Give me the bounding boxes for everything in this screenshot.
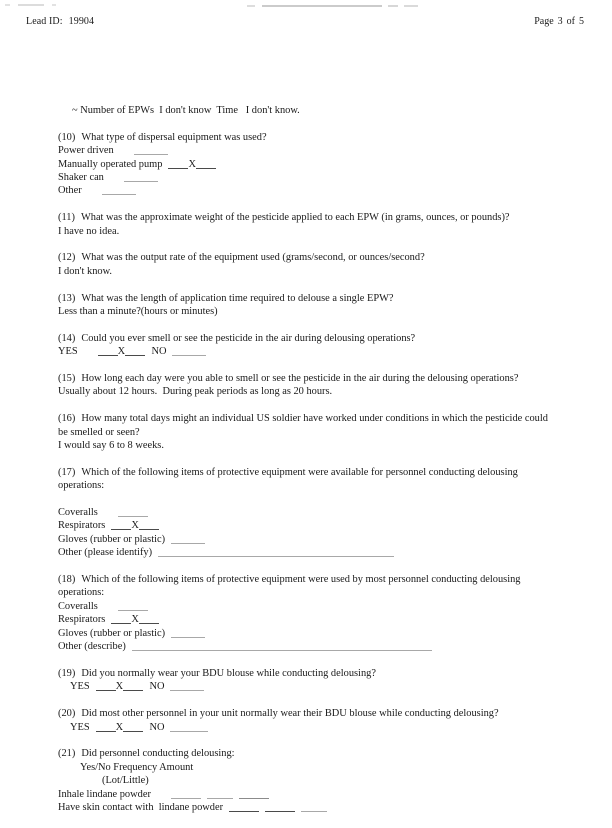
option-label: Other (please identify) <box>58 547 153 559</box>
lead-id <box>26 16 94 27</box>
question-block-11 <box>58 211 558 238</box>
question-prompt: Did you normally wear your BDU blouse while conducting delousing? <box>81 667 376 679</box>
page-of-word: of <box>566 16 575 27</box>
question-block-18 <box>58 573 558 653</box>
question-number: (18) <box>58 574 76 586</box>
option-label: Other (describe) <box>58 641 126 653</box>
option-blank[interactable] <box>118 507 148 517</box>
question-prompt: Which of the following items of protective equipment were used by most personnel conducting delousing operations: <box>58 574 521 599</box>
option-label: Other <box>58 185 82 197</box>
question-prompt: Which of the following items of protective equipment were available for personnel conducting delousing operations: <box>58 466 518 492</box>
question-answer-13: Less than a minute?(hours or minutes) <box>58 306 218 318</box>
option-row <box>58 506 558 519</box>
yes-blank[interactable] <box>123 722 143 732</box>
q21-row-label: Inhale lindane powder <box>58 788 151 800</box>
epw-count-line: ~ Number of EPWs I don't know Time I don't know. <box>72 105 300 116</box>
question-text-13 <box>58 292 558 305</box>
question-text-10 <box>58 131 558 144</box>
option-label: Manually operated pump <box>58 158 163 170</box>
intro-block <box>58 104 558 117</box>
question-text-18 <box>58 573 558 600</box>
question-prompt: How many total days might an individual US soldier have worked under conditions in which the pesticide could be smelled or seen? <box>58 413 548 438</box>
option-row <box>58 158 558 171</box>
question-block-14 <box>58 332 558 359</box>
option-blank[interactable] <box>111 614 131 624</box>
yes-blank[interactable] <box>96 722 116 732</box>
option-blank[interactable] <box>139 614 159 624</box>
yes-blank[interactable] <box>125 346 145 356</box>
lead-id-value: 19904 <box>68 16 95 27</box>
question-prompt: Did personnel conducting delousing: <box>81 748 235 760</box>
option-row <box>58 546 558 559</box>
option-row <box>58 519 558 532</box>
option-mark: X <box>131 614 140 626</box>
question-block-12 <box>58 251 558 278</box>
option-blank[interactable] <box>118 601 148 611</box>
question-prompt: What was the length of application time required to delouse a single EPW? <box>81 292 394 304</box>
question-number: (12) <box>58 252 76 264</box>
option-blank[interactable] <box>196 159 216 169</box>
option-blank[interactable] <box>139 520 159 530</box>
no-label: NO <box>149 721 165 733</box>
question-prompt: Could you ever smell or see the pesticide in the air during delousing operations? <box>81 332 416 344</box>
option-row <box>58 533 558 546</box>
yes-label: YES <box>70 681 90 693</box>
question-prompt: What was the output rate of the equipment used (grams/second, or ounces/second? <box>81 252 425 264</box>
option-label: Gloves (rubber or plastic) <box>58 627 166 639</box>
question-number: (10) <box>58 131 76 143</box>
question-number: (16) <box>58 413 76 425</box>
option-row <box>58 144 558 157</box>
question-answer-11: I have no idea. <box>58 225 120 237</box>
option-label: Shaker can <box>58 172 104 184</box>
option-blank[interactable] <box>134 145 168 155</box>
question-block-19 <box>58 667 558 694</box>
yes-no-row-14 <box>58 345 558 358</box>
question-number: (11) <box>58 212 75 224</box>
page-number <box>532 16 586 27</box>
option-label: Power driven <box>58 145 114 157</box>
question-text-11 <box>58 211 558 224</box>
yes-mark: X <box>117 346 126 358</box>
q21-frequency-blank[interactable] <box>265 802 295 812</box>
option-row <box>58 184 558 197</box>
question-number: (15) <box>58 373 76 385</box>
option-blank[interactable] <box>158 547 394 557</box>
yes-mark: X <box>115 721 124 733</box>
scan-artifact-streak <box>388 5 398 7</box>
question-text-12 <box>58 251 558 264</box>
scan-artifact-streak <box>5 4 10 6</box>
question-number: (20) <box>58 708 76 720</box>
question-answer-15: Usually about 12 hours. During peak periods as long as 20 hours. <box>58 386 333 398</box>
question-answer-12: I don't know. <box>58 265 113 277</box>
questionnaire-body <box>58 104 558 828</box>
option-row <box>58 600 558 613</box>
no-label: NO <box>149 681 165 693</box>
q21-yesno-blank[interactable] <box>171 789 201 799</box>
question-block-20 <box>58 707 558 734</box>
spacer-line <box>58 493 558 506</box>
question-answer-16: I would say 6 to 8 weeks. <box>58 440 164 452</box>
scan-artifact-streak <box>18 4 44 6</box>
question-prompt: How long each day were you able to smell or see the pesticide in the air during the delousing operations? <box>81 373 519 385</box>
scan-artifact-streak <box>247 5 255 7</box>
question-block-21 <box>58 747 558 814</box>
question-prompt: Did most other personnel in your unit normally wear their BDU blouse while conducting delousing? <box>81 708 499 720</box>
option-row <box>58 627 558 640</box>
option-blank[interactable] <box>102 185 136 195</box>
question-text-14 <box>58 332 558 345</box>
option-label: Coveralls <box>58 507 98 519</box>
option-row <box>58 171 558 184</box>
yes-label: YES <box>58 346 78 358</box>
question-number: (21) <box>58 748 76 760</box>
question-text-16 <box>58 412 558 439</box>
question-text-21 <box>58 747 558 760</box>
option-label: Respirators <box>58 614 106 626</box>
no-label: NO <box>151 346 167 358</box>
option-mark: X <box>188 158 197 170</box>
option-row <box>58 640 558 653</box>
option-blank[interactable] <box>124 172 158 182</box>
question-block-17 <box>58 466 558 560</box>
question-block-16 <box>58 412 558 452</box>
option-blank[interactable] <box>168 159 188 169</box>
q21-row <box>58 788 558 801</box>
option-blank[interactable] <box>132 641 432 651</box>
q21-yesno-blank[interactable] <box>229 802 259 812</box>
option-blank[interactable] <box>171 628 205 638</box>
question-number: (19) <box>58 667 76 679</box>
page-total: 5 <box>579 16 584 27</box>
option-row <box>58 613 558 626</box>
question-text-15 <box>58 372 558 385</box>
scan-artifact-streak <box>262 5 382 7</box>
lead-id-label: Lead ID: <box>26 16 63 27</box>
yes-mark: X <box>115 681 124 693</box>
yes-blank[interactable] <box>96 681 116 691</box>
option-blank[interactable] <box>111 520 131 530</box>
yes-no-row-19 <box>58 680 558 693</box>
q21-row-label: Have skin contact with lindane powder <box>58 801 224 813</box>
question-block-10 <box>58 131 558 198</box>
page-current: 3 <box>557 16 563 27</box>
question-number: (13) <box>58 292 76 304</box>
yes-label: YES <box>70 721 90 733</box>
yes-no-row-20 <box>58 721 558 734</box>
yes-blank[interactable] <box>123 681 143 691</box>
no-blank[interactable] <box>172 346 206 356</box>
question-prompt: What was the approximate weight of the pesticide applied to each EPW (in grams, ounces, or pounds)? <box>80 212 510 224</box>
scan-artifact-streak <box>52 4 56 6</box>
option-label: Gloves (rubber or plastic) <box>58 533 166 545</box>
question-number: (14) <box>58 332 76 344</box>
q21-column-subheader: (Lot/Little) <box>102 775 149 787</box>
option-blank[interactable] <box>171 534 205 544</box>
question-text-19 <box>58 667 558 680</box>
question-prompt: What type of dispersal equipment was used? <box>81 131 267 143</box>
question-block-15 <box>58 372 558 399</box>
q21-frequency-blank[interactable] <box>207 789 233 799</box>
question-number: (17) <box>58 466 76 478</box>
option-label: Coveralls <box>58 600 98 612</box>
page-header <box>0 16 612 32</box>
option-label: Respirators <box>58 520 106 532</box>
no-blank[interactable] <box>170 722 208 732</box>
q21-column-header: Yes/No Frequency Amount <box>80 761 194 773</box>
question-text-17 <box>58 466 558 493</box>
q21-amount-blank[interactable] <box>301 802 327 812</box>
q21-amount-blank[interactable] <box>239 789 269 799</box>
question-text-20 <box>58 707 558 720</box>
page-word: Page <box>534 16 554 27</box>
q21-row <box>58 801 558 814</box>
yes-blank[interactable] <box>98 346 118 356</box>
question-block-13 <box>58 292 558 319</box>
scan-artifact-streak <box>404 5 418 7</box>
no-blank[interactable] <box>170 681 204 691</box>
option-mark: X <box>131 520 140 532</box>
